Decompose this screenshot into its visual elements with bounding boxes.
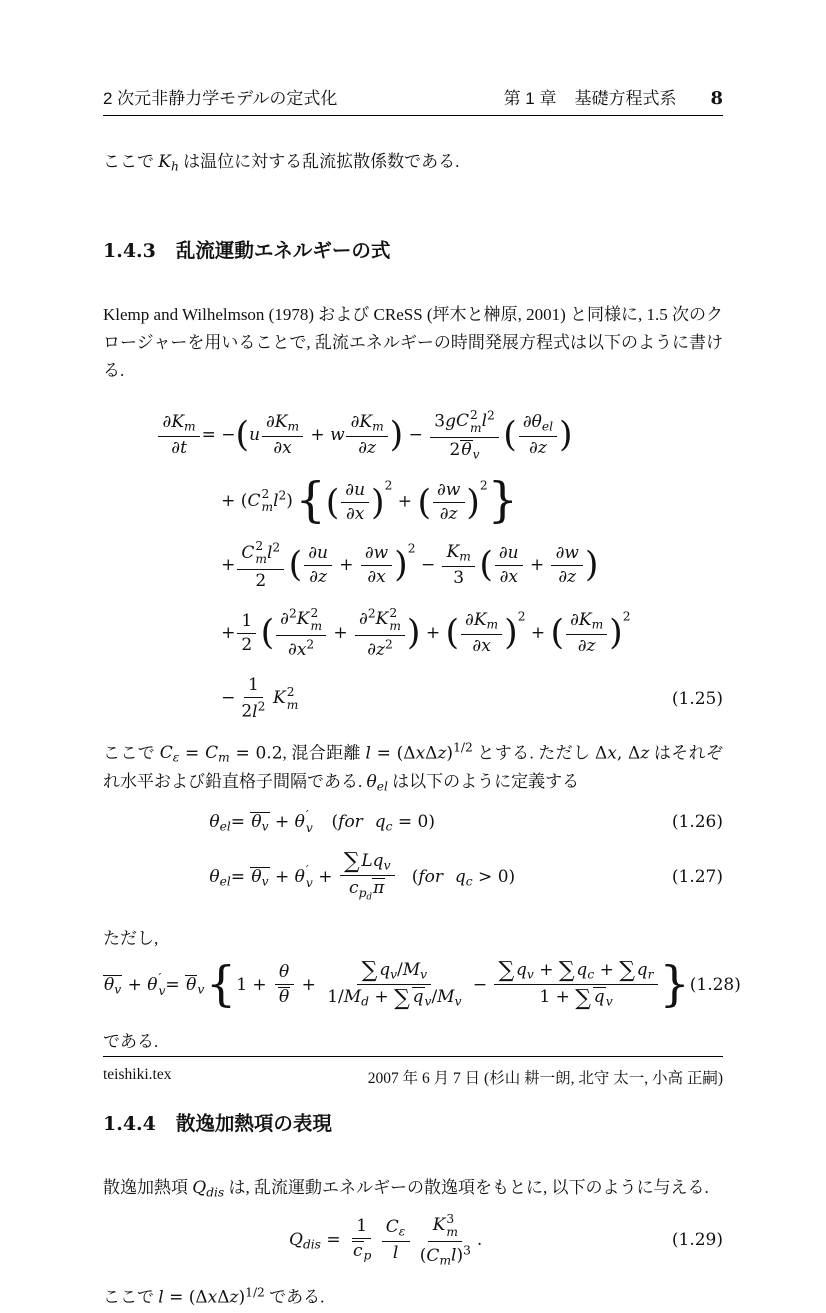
equation-indent: [103, 668, 153, 730]
equation-tag: (1.26): [671, 812, 723, 833]
header-right: [504, 84, 723, 109]
section-number: 1.4.4: [103, 1112, 156, 1135]
equation-lhs: $\theta_{el}$: [209, 811, 231, 834]
paragraph-tadashi: ただし,: [103, 929, 159, 949]
equation-tag: (1.29): [671, 1230, 723, 1251]
equation-row: [103, 470, 723, 532]
text-run: 散逸加熱項: [103, 1177, 193, 1197]
equation-row: [103, 599, 723, 668]
equation-lhs: [153, 470, 202, 532]
equation-rhs: + ( C 2 m $l^2$ ) { ( $\frac{\partial u}{\partial x}$ ) $^2$ + ( $\frac{\partial w}{\partial z}$ ) $^2$ }: [221, 473, 518, 529]
inline-math: Δx, Δz: [595, 743, 650, 764]
equation-indent: [103, 801, 199, 843]
equation-tag: [665, 599, 723, 668]
equation-tag: (1.27): [671, 867, 723, 888]
text-run: は以下のように定義する: [387, 772, 580, 792]
text-run: とする. ただし: [472, 743, 596, 763]
footer-date-authors: 2007 年 6 月 7 日 (杉山 耕一朗, 北守 太一, 小高 正嗣): [367, 1070, 723, 1087]
page-header: [103, 84, 723, 116]
equation-indent: [103, 470, 153, 532]
equation-row: [103, 953, 741, 1018]
equation-1-28: [103, 953, 741, 1018]
inline-math: $l = (\Delta x\Delta z)^{1/2}$: [158, 1285, 265, 1308]
equation-rhs: = $\theta_v + \theta$ ′ v ( for $q_c = 0$ ): [230, 808, 435, 836]
section-number: 1.4.3: [103, 239, 156, 262]
inline-math: $C_\varepsilon = C_m = 0.2$: [159, 743, 283, 766]
equation-row: [103, 401, 723, 471]
equation-1-26-1-27: [103, 801, 723, 911]
section-title: 乱流運動エネルギーの式: [175, 239, 391, 262]
equation-indent: [103, 844, 199, 912]
equation-lhs: [153, 532, 202, 599]
equation-rhs: = $\theta_v + \theta$ ′ v + $\frac{\sum Lq_v}{c_{p_d}\pi}$ ( for $q_c > 0$ ): [230, 847, 516, 903]
equation-tag: [665, 470, 723, 532]
text-run: は温位に対する乱流拡散係数である.: [178, 152, 460, 171]
page-number: 8: [710, 88, 723, 109]
text-run: Klemp and Wilhelmson (1978) および CReSS (坪木と榊原, 2001) と同様に, 1.5 次のクロージャーを用いることで, 乱流エネルギーの時間発展方程式は以下のように書ける.: [103, 304, 723, 380]
text-run: ここで: [103, 152, 159, 171]
equation-tag: [665, 401, 723, 471]
equation-indent: [103, 532, 153, 599]
inline-math: $K_h$: [158, 152, 179, 174]
equation-tag: (1.28): [689, 975, 741, 996]
equation-rhs: = − ( u $\frac{\partial K_m}{\partial x}$ + w $\frac{\partial K_m}{\partial z}$ ) − 3gC 2 m $l^2$ $2\theta_v$ ( $\frac{\partial\theta_{el}}{\partial z}$ ): [201, 407, 573, 462]
equation-indent: [103, 1205, 289, 1277]
paragraph-kh-note: [103, 148, 723, 177]
equation-1-29: [103, 1205, 723, 1277]
equation-tag: [665, 532, 723, 599]
inline-math: $\theta_{el}$: [366, 772, 388, 794]
equation-rhs: $Q_{dis}$ = $\frac{1}{c_p}$ $\frac{C_\varepsilon}{l}$ K 3 m $(C_ml)^3$ .: [289, 1211, 483, 1268]
equation-row: [103, 532, 723, 599]
paragraph-dearu: である.: [103, 1031, 159, 1051]
equation-row: [103, 668, 723, 730]
header-chapter: 第 1 章: [503, 89, 557, 108]
equation-rhs: = $\theta_v$ { 1 + $\frac{\theta}{\theta}$ + $\frac{\sum q_v/M_v}{1/M_d + \sum q_v/M_v}$ − $\frac{\sum q_v + \sum q_c + \sum q_r}{1 + \sum q_v}$ }: [165, 957, 690, 1013]
equation-row: [103, 844, 723, 912]
paragraph-closure-intro: [103, 301, 723, 385]
equation-1-25: [103, 401, 723, 730]
inline-math: $l = (\Delta x\Delta z)^{1/2}$: [365, 740, 473, 764]
header-chapter-title: 基礎方程式系: [574, 89, 677, 108]
equation-indent: [103, 401, 153, 471]
text-run: , 混合距離: [282, 743, 366, 763]
equation-row: [103, 1205, 723, 1277]
paragraph-l-definition: [103, 1282, 723, 1313]
equation-rhs: + C 2 m $l^2$ 2 ( $\frac{\partial u}{\partial z}$ + $\frac{\partial w}{\partial x}$ ) $^2$ − $\frac{K_m}{3}$ ( $\frac{\partial u}{\partial x}$ + $\frac{\partial w}{\partial z}$ ): [221, 539, 599, 591]
inline-math: $Q_{dis}$: [192, 1177, 225, 1200]
paragraph-mixing-length: [103, 738, 723, 797]
text-run: である.: [264, 1287, 325, 1307]
section-heading-1-4-4: [103, 1108, 723, 1136]
text-run: はそれぞれ水平および鉛直格子間隔である.: [103, 743, 724, 792]
header-section-title: 2 次元非静力学モデルの定式化: [103, 89, 338, 108]
equation-rhs: − $\frac{1}{2l^2}$ K 2 m: [221, 674, 299, 722]
text-run: ここで: [103, 743, 160, 763]
equation-lhs: $\theta_v + \theta$ ′ v: [104, 971, 166, 999]
text-run: ここで: [103, 1287, 159, 1307]
paragraph-dissipation-intro: [103, 1174, 723, 1203]
equation-indent: [103, 599, 153, 668]
equation-lhs: $\theta_{el}$: [209, 866, 231, 889]
equation-lhs: [153, 668, 202, 730]
equation-lhs: [153, 599, 202, 668]
footer-filename: teishiki.tex: [103, 1066, 172, 1083]
section-title: 散逸加熱項の表現: [175, 1112, 332, 1135]
section-heading-1-4-3: [103, 235, 723, 263]
equation-tag: (1.25): [671, 688, 723, 709]
equation-lhs: $\frac{\partial K_m}{\partial t}$: [153, 401, 202, 471]
text-run: は, 乱流運動エネルギーの散逸項をもとに, 以下のように与える.: [224, 1177, 709, 1197]
equation-row: [103, 801, 723, 843]
equation-rhs: + $\frac{1}{2}$ ( ∂$^2$K 2 m $\partial x^2$ + ∂$^2$K 2 m $\partial z^2$ ) + ( $\frac{\partial K_m}{\partial x}$ ) $^2$ + ( $\frac{\partial K_m}{\partial z}$ ) $^2$: [221, 605, 631, 660]
page-footer: [103, 1056, 723, 1088]
